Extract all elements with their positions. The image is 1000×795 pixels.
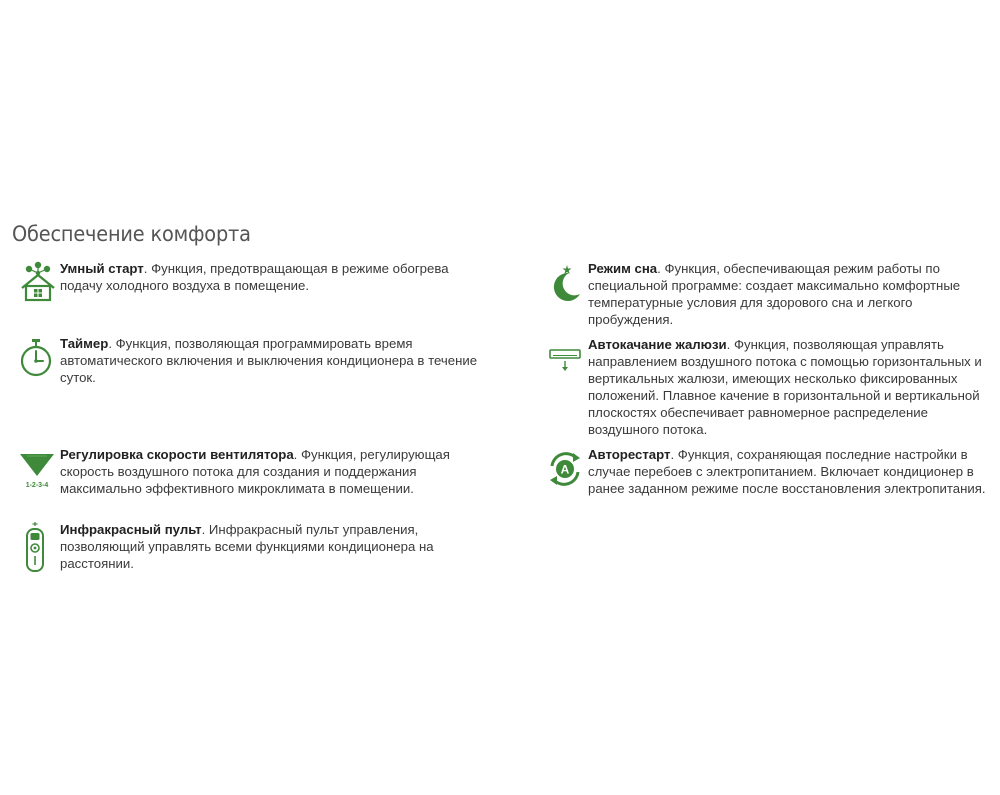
- feature-name: Умный старт: [60, 261, 144, 276]
- feature-text: [588, 260, 996, 328]
- feature-description: . Функция, сохраняющая последние настройки в случае перебоев с электропитанием. Включает кондиционер в ранее заданном режиме после восстановления электропитания.: [588, 447, 986, 497]
- feature-description: . Функция, регулирующая скорость воздушного потока для создания и поддержания максимально эффективного микроклимата в помещении.: [60, 447, 450, 497]
- feature-description: . Функция, позволяющая управлять направлением воздушного потока с помощью горизонтальных и вертикальных жалюзи, имеющих несколько фиксированных положений. Плавное качение в горизонтальной и вертикальной плоскостях обеспечивает равномерное распределение воздушного потока.: [588, 337, 982, 438]
- fan-speed-label: 1-2-3-4: [25, 482, 49, 489]
- sleep-moon-icon: [546, 260, 586, 304]
- feature-text: [588, 336, 996, 439]
- feature-name: Автокачание жалюзи: [588, 337, 727, 352]
- timer-stopwatch-icon: [18, 335, 58, 379]
- section-title: Обеспечение комфорта: [12, 222, 251, 246]
- auto-swing-louver-icon: [546, 336, 586, 380]
- autorestart-label: A: [560, 462, 570, 477]
- infrared-remote-icon: [18, 521, 58, 575]
- feature-description: . Функция, обеспечивающая режим работы по специальной программе: создает максимально комфортные температурные условия для здорового сна и легкого пробуждения.: [588, 261, 961, 328]
- feature-name: Режим сна: [588, 261, 658, 276]
- feature-name: Таймер: [60, 336, 109, 351]
- feature-name: Инфракрасный пульт: [60, 522, 202, 537]
- feature-text: [60, 260, 488, 294]
- feature-name: Авторестарт: [588, 447, 671, 462]
- feature-text: [60, 521, 488, 572]
- autorestart-icon: [546, 446, 586, 490]
- fan-speed-icon: [18, 446, 58, 494]
- feature-description: . Функция, позволяющая программировать время автоматического включения и выключения кондиционера в течение суток.: [60, 336, 478, 386]
- feature-text: [588, 446, 996, 497]
- feature-name: Регулировка скорости вентилятора: [60, 447, 294, 462]
- feature-text: [60, 446, 488, 497]
- feature-description: . Функция, предотвращающая в режиме обогрева подачу холодного воздуха в помещение.: [60, 261, 449, 294]
- feature-text: [60, 335, 488, 386]
- feature-description: . Инфракрасный пульт управления, позволяющий управлять всеми функциями кондиционера на расстоянии.: [60, 522, 434, 572]
- smart-start-house-icon: [18, 260, 58, 304]
